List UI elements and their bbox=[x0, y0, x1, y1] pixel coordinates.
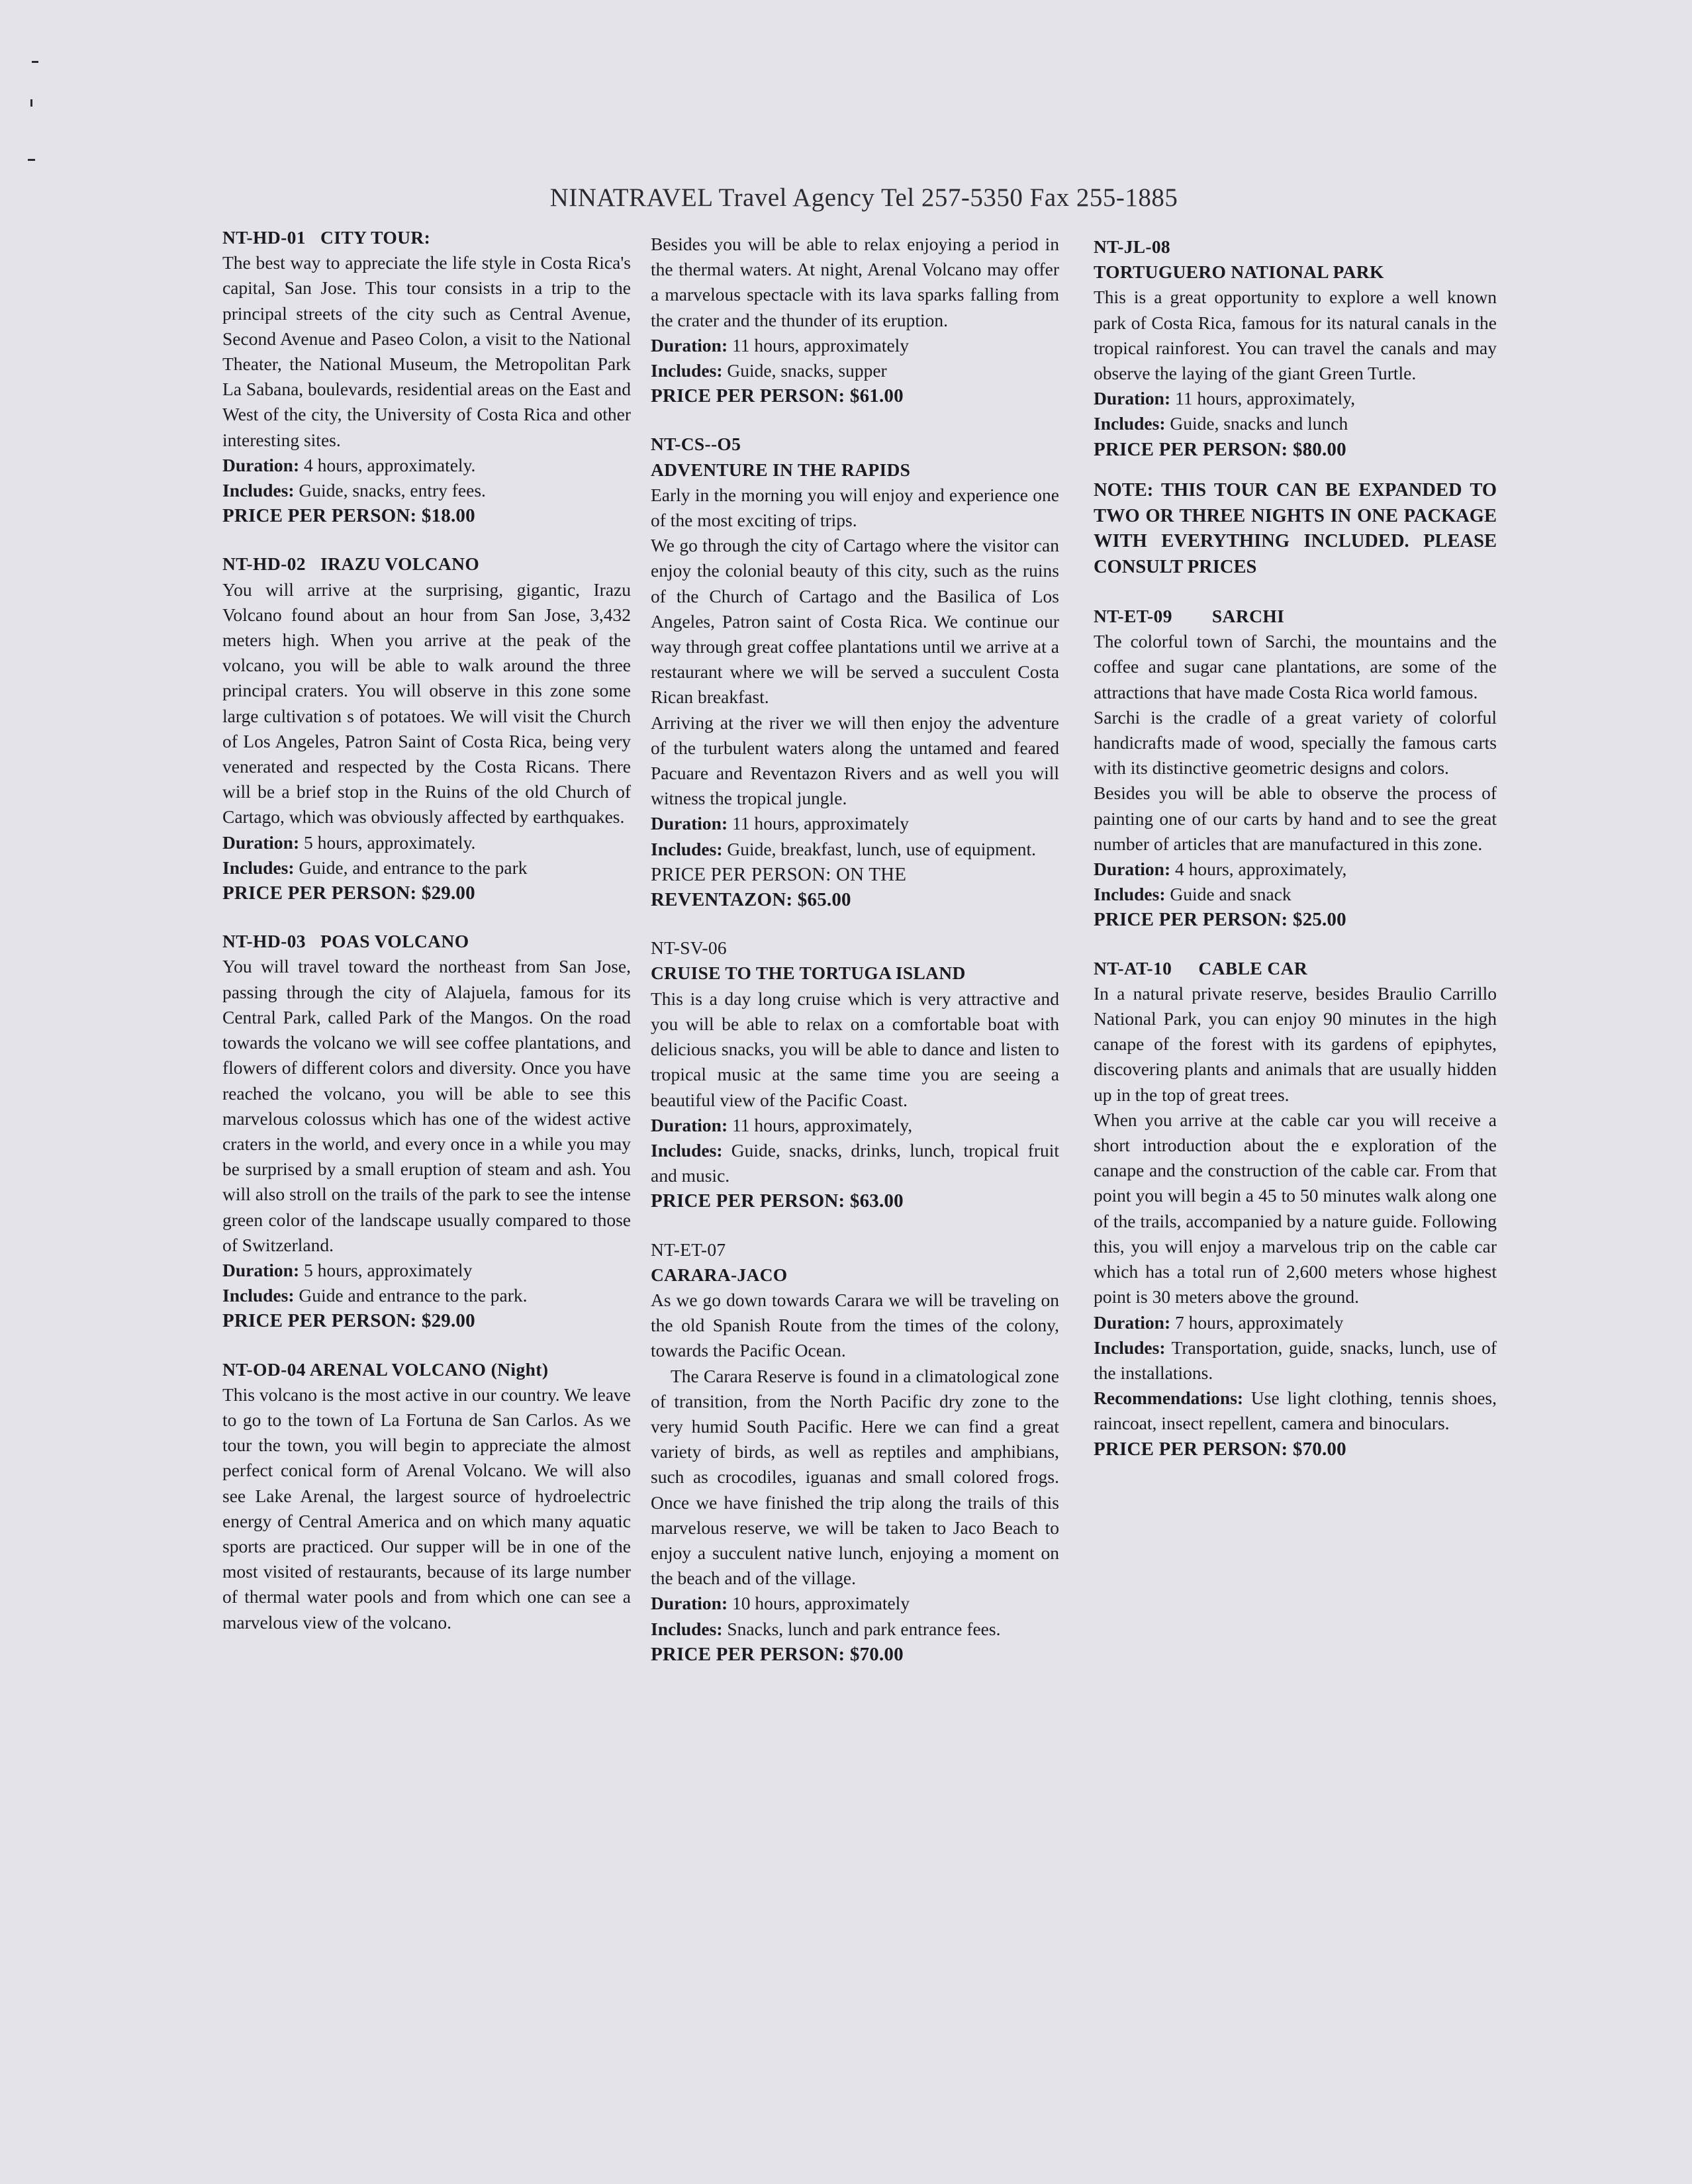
scan-mark bbox=[28, 159, 35, 161]
tour-heading bbox=[222, 1357, 631, 1382]
tour-description bbox=[651, 232, 1059, 333]
tour-nt-cs-05 bbox=[651, 432, 1059, 912]
tour-price: PRICE PER PERSON: $25.00 bbox=[1094, 909, 1346, 931]
tour-includes bbox=[222, 1283, 631, 1308]
tour-code: NT-SV-06 bbox=[651, 937, 727, 959]
duration-value: 11 hours, approximately, bbox=[732, 1114, 913, 1135]
includes-value: Transportation, guide, snacks, lunch, use of the installations. bbox=[1094, 1337, 1497, 1383]
recommendations-value: Use light clothing, tennis shoes, raincoat, insect repellent, camera and binoculars. bbox=[1094, 1388, 1497, 1434]
tour-nt-od-04 bbox=[222, 1357, 631, 1635]
tour-nt-sv-06 bbox=[651, 935, 1059, 1213]
tour-note bbox=[1094, 478, 1497, 581]
includes-label: Includes: bbox=[1094, 884, 1166, 905]
includes-value: Guide, and entrance to the park bbox=[299, 857, 528, 878]
description-paragraph: Besides you will be able to relax enjoying a period in the thermal waters. At night, Arenal Volcano may offer a marvelous spectacle with its lava sparks falling from the crater and the thunder of its eruption. bbox=[651, 234, 1059, 330]
description-paragraph: As we go down towards Carara we will be traveling on the old Spanish Route from the times of the colony, towards the Pacific Ocean. bbox=[651, 1289, 1059, 1361]
tour-description bbox=[1094, 629, 1497, 857]
includes-label: Includes: bbox=[651, 1139, 723, 1161]
duration-value: 5 hours, approximately. bbox=[304, 831, 476, 853]
duration-value: 7 hours, approximately bbox=[1175, 1311, 1344, 1333]
tour-duration bbox=[1094, 1310, 1497, 1335]
tour-code: NT-AT-10 bbox=[1094, 957, 1172, 978]
includes-value: Guide and snack bbox=[1170, 884, 1292, 905]
column-1 bbox=[222, 225, 631, 1658]
tour-code: NT-HD-03 bbox=[222, 931, 306, 952]
tour-price: PRICE PER PERSON: $61.00 bbox=[651, 385, 904, 407]
tour-recommendations bbox=[1094, 1386, 1497, 1436]
duration-value: 11 hours, approximately, bbox=[1175, 388, 1356, 409]
tour-duration bbox=[651, 1591, 1059, 1616]
includes-label: Includes: bbox=[1094, 413, 1166, 434]
tour-expansion-note: NOTE: THIS TOUR CAN BE EXPANDED TO TWO OR THREE NIGHTS IN ONE PACKAGE WITH EVERYTHING INCLUDED. PLEASE CONSULT PRICES bbox=[1094, 479, 1497, 578]
tour-description bbox=[1094, 285, 1497, 386]
includes-label: Includes: bbox=[651, 838, 723, 859]
duration-value: 11 hours, approximately bbox=[732, 334, 910, 356]
tour-code: NT-CS--O5 bbox=[651, 434, 741, 455]
agency-header: NINATRAVEL Travel Agency Tel 257-5350 Fax 255-1885 bbox=[549, 183, 1178, 212]
tour-heading bbox=[1094, 604, 1497, 629]
duration-label: Duration: bbox=[1094, 1311, 1171, 1333]
duration-value: 4 hours, approximately, bbox=[1175, 859, 1347, 880]
duration-label: Duration: bbox=[651, 1114, 728, 1135]
description-paragraph: When you arrive at the cable car you will receive a short introduction about the e exploration of the canape and the construction of the cable car. From that point you will begin a 45 to 50 minutes walk along one of the trails, accompanied by a nature guide. Following this, you will enjoy a marvelous trip on the cable car which has a total run of 2,600 meters whose highest point is 30 meters above the ground. bbox=[1094, 1109, 1497, 1307]
description-paragraph: Early in the morning you will enjoy and experience one of the most exciting of trips. bbox=[651, 484, 1059, 531]
description-paragraph: In a natural private reserve, besides Braulio Carrillo National Park, you can enjoy 90 minutes in the high canape of the forest with its gardens of epiphytes, discovering plants and animals that are usually hidden up in the top of great trees. bbox=[1094, 982, 1497, 1105]
tour-includes bbox=[222, 478, 631, 503]
description-paragraph: This is a day long cruise which is very attractive and you will be able to relax on a comfortable boat with delicious snacks, you will be able to dance and listen to tropical music at the same time you are seeing a beautiful view of the Pacific Coast. bbox=[651, 988, 1059, 1110]
tour-code: NT-HD-02 bbox=[222, 553, 306, 575]
tour-includes bbox=[651, 1138, 1059, 1188]
description-paragraph: We go through the city of Cartago where the visitor can enjoy the colonial beauty of this city, such as the ruins of the Church of Cartago and the Basilica of Los Angeles, Patron saint of Costa Rica. We continue our way through great coffee plantations until we arrive at a restaurant where we will be served a succulent Costa Rican breakfast. bbox=[651, 535, 1059, 708]
tour-price: PRICE PER PERSON: $80.00 bbox=[1094, 438, 1346, 460]
column-2 bbox=[651, 232, 1059, 1690]
tour-code: NT-JL-08 bbox=[1094, 236, 1170, 257]
tour-title: IRAZU VOLCANO bbox=[320, 553, 480, 575]
duration-label: Duration: bbox=[222, 454, 300, 475]
tour-duration bbox=[651, 1113, 1059, 1138]
description-paragraph: You will arrive at the surprising, gigantic, Irazu Volcano found about an hour from San Jose, 3,432 meters high. When you arrive at the peak of the volcano, you will be able to walk around the three principal craters. You will observe in this zone some large cultivation s of potatoes. We will visit the Church of Los Angeles, Patron Saint of Costa Rica, being very venerated and respected by the Costa Ricans. There will be a brief stop in the Ruins of the old Church of Cartago, which was obviously affected by earthquakes. bbox=[222, 579, 631, 828]
tour-price: PRICE PER PERSON: $63.00 bbox=[651, 1190, 904, 1212]
tour-title: CRUISE TO THE TORTUGA ISLAND bbox=[651, 963, 966, 984]
includes-label: Includes: bbox=[222, 480, 295, 501]
tour-heading bbox=[1094, 956, 1497, 981]
tour-title: ADVENTURE IN THE RAPIDS bbox=[651, 459, 911, 480]
duration-value: 10 hours, approximately bbox=[732, 1593, 910, 1614]
duration-value: 4 hours, approximately. bbox=[304, 454, 476, 475]
tour-nt-jl-08 bbox=[1094, 234, 1497, 462]
includes-label: Includes: bbox=[222, 857, 295, 878]
tour-price-prefix: PRICE PER PERSON: ON THE bbox=[651, 863, 907, 885]
tour-description bbox=[651, 986, 1059, 1113]
tour-price: PRICE PER PERSON: $18.00 bbox=[222, 505, 475, 527]
includes-value: Guide, snacks, drinks, lunch, tropical fruit and music. bbox=[651, 1139, 1059, 1186]
tour-includes bbox=[651, 1617, 1059, 1642]
includes-value: Guide, breakfast, lunch, use of equipment. bbox=[727, 838, 1036, 859]
tour-title: CITY TOUR: bbox=[320, 227, 431, 248]
description-paragraph: Besides you will be able to observe the process of painting one of our carts by hand and to see the great number of articles that are manufactured in this zone. bbox=[1094, 783, 1497, 854]
tour-heading bbox=[222, 551, 631, 577]
tour-code: NT-OD-04 bbox=[222, 1358, 306, 1380]
tour-description bbox=[222, 954, 631, 1257]
column-3 bbox=[1094, 234, 1497, 1485]
duration-label: Duration: bbox=[651, 1593, 728, 1614]
includes-label: Includes: bbox=[651, 360, 723, 381]
duration-value: 11 hours, approximately bbox=[732, 813, 910, 834]
tour-duration bbox=[1094, 857, 1497, 882]
tour-nt-hd-03 bbox=[222, 929, 631, 1333]
tour-nt-at-10 bbox=[1094, 956, 1497, 1462]
tour-title: CARARA-JACO bbox=[651, 1264, 788, 1285]
tour-description bbox=[222, 1382, 631, 1635]
tour-title: POAS VOLCANO bbox=[320, 931, 469, 952]
description-paragraph: You will travel toward the northeast from San Jose, passing through the city of Alajuela, famous for its Central Park, called Park of the Mangos. On the road towards the volcano we will see coffee plantations, and flowers of different colors and diversity. Once you have reached the volcano, you will be able to see this marvelous colossus which has one of the widest active craters in the world, and every once in a while you may be surprised by a small eruption of steam and ash. You will also stroll on the trails of the park to see the intense green color of the landscape usually compared to those of Switzerland. bbox=[222, 956, 631, 1255]
duration-label: Duration: bbox=[222, 1259, 300, 1280]
tour-nt-et-09 bbox=[1094, 604, 1497, 933]
description-paragraph: This volcano is the most active in our country. We leave to go to the town of La Fortuna de San Carlos. As we tour the town, you will begin to appreciate the almost perfect conical form of Arenal Volcano. We will also see Lake Arenal, the largest source of hydroelectric energy of Central America and on which many aquatic sports are practiced. Our supper will be in one of the most visited of restaurants, because of its large number of thermal water pools and from which one can see a marvelous view of the volcano. bbox=[222, 1384, 631, 1633]
tour-includes bbox=[1094, 1335, 1497, 1386]
tour-code: NT-HD-01 bbox=[222, 227, 306, 248]
tour-duration bbox=[222, 830, 631, 855]
includes-value: Guide, snacks, entry fees. bbox=[299, 480, 486, 501]
tour-includes bbox=[1094, 882, 1497, 907]
includes-label: Includes: bbox=[222, 1285, 295, 1306]
duration-value: 5 hours, approximately bbox=[304, 1259, 473, 1280]
tour-price: PRICE PER PERSON: $29.00 bbox=[222, 1310, 475, 1332]
tour-price: REVENTAZON: $65.00 bbox=[651, 889, 851, 911]
scan-mark bbox=[32, 61, 38, 63]
tour-includes bbox=[651, 358, 1059, 383]
tour-description bbox=[651, 483, 1059, 812]
tour-title: SARCHI bbox=[1211, 606, 1285, 627]
includes-label: Includes: bbox=[651, 1618, 723, 1639]
tour-description bbox=[1094, 981, 1497, 1310]
tour-price: PRICE PER PERSON: $29.00 bbox=[222, 882, 475, 904]
tour-duration bbox=[1094, 386, 1497, 411]
includes-label: Includes: bbox=[1094, 1337, 1166, 1358]
tour-duration bbox=[222, 1258, 631, 1283]
includes-value: Guide, snacks and lunch bbox=[1170, 413, 1348, 434]
duration-label: Duration: bbox=[1094, 859, 1171, 880]
tour-includes bbox=[1094, 411, 1497, 436]
tour-title: CABLE CAR bbox=[1198, 957, 1308, 978]
description-paragraph: The colorful town of Sarchi, the mountains and the coffee and sugar cane plantations, are some of the attractions that have made Costa Rica world famous. bbox=[1094, 631, 1497, 702]
duration-label: Duration: bbox=[1094, 388, 1171, 409]
tour-title: TORTUGUERO NATIONAL PARK bbox=[1094, 261, 1384, 283]
description-paragraph: This is a great opportunity to explore a well known park of Costa Rica, famous for its natural canals in the tropical rainforest. You can travel the canals and may observe the laying of the giant Green Turtle. bbox=[1094, 287, 1497, 384]
tour-includes bbox=[651, 837, 1059, 862]
recommendations-label: Recommendations: bbox=[1094, 1388, 1244, 1409]
tour-duration bbox=[651, 333, 1059, 358]
tour-code: NT-ET-09 bbox=[1094, 606, 1172, 627]
description-paragraph: Arriving at the river we will then enjoy the adventure of the turbulent waters along the untamed and feared Pacuare and Reventazon Rivers and as well you will witness the tropical jungle. bbox=[651, 712, 1059, 809]
tour-includes bbox=[222, 855, 631, 880]
includes-value: Guide, snacks, supper bbox=[727, 360, 887, 381]
tour-price: PRICE PER PERSON: $70.00 bbox=[651, 1643, 904, 1665]
tour-nt-et-07 bbox=[651, 1237, 1059, 1667]
tour-code: NT-ET-07 bbox=[651, 1239, 726, 1260]
includes-value: Guide and entrance to the park. bbox=[299, 1285, 528, 1306]
tour-nt-hd-01 bbox=[222, 225, 631, 528]
description-paragraph: The Carara Reserve is found in a climatological zone of transition, from the North Pacific dry zone to the very humid South Pacific. Here we can find a great variety of birds, as well as reptiles and amphibians, such as crocodiles, iguanas and small colored frogs. Once we have finished the trip along the trails of this marvelous reserve, we will be taken to Jaco Beach to enjoy a succulent native lunch, enjoying a moment on the beach and of the village. bbox=[651, 1365, 1059, 1589]
tour-heading bbox=[222, 225, 631, 250]
tour-nt-od-04-continued bbox=[651, 232, 1059, 408]
description-paragraph: The best way to appreciate the life style in Costa Rica's capital, San Jose. This tour consists in a trip to the principal streets of the city such as Central Avenue, Second Avenue and Paseo Colon, a visit to the National Theater, the National Museum, the Metropolitan Park La Sabana, boulevards, residential areas on the East and West of the city, the University of Costa Rica and other interesting sites. bbox=[222, 252, 631, 450]
duration-label: Duration: bbox=[651, 334, 728, 356]
scan-mark bbox=[30, 99, 32, 107]
duration-label: Duration: bbox=[651, 813, 728, 834]
duration-label: Duration: bbox=[222, 831, 300, 853]
tour-description bbox=[651, 1288, 1059, 1591]
tour-duration bbox=[222, 453, 631, 478]
tour-heading bbox=[222, 929, 631, 954]
description-paragraph: Sarchi is the cradle of a great variety of colorful handicrafts made of wood, specially the famous carts with its distinctive geometric designs and colors. bbox=[1094, 706, 1497, 779]
tour-price: PRICE PER PERSON: $70.00 bbox=[1094, 1438, 1346, 1460]
tour-duration bbox=[651, 811, 1059, 836]
tour-description bbox=[222, 250, 631, 453]
tour-title: ARENAL VOLCANO (Night) bbox=[309, 1358, 549, 1380]
includes-value: Snacks, lunch and park entrance fees. bbox=[727, 1618, 1001, 1639]
tour-description bbox=[222, 577, 631, 830]
tour-nt-hd-02 bbox=[222, 551, 631, 906]
